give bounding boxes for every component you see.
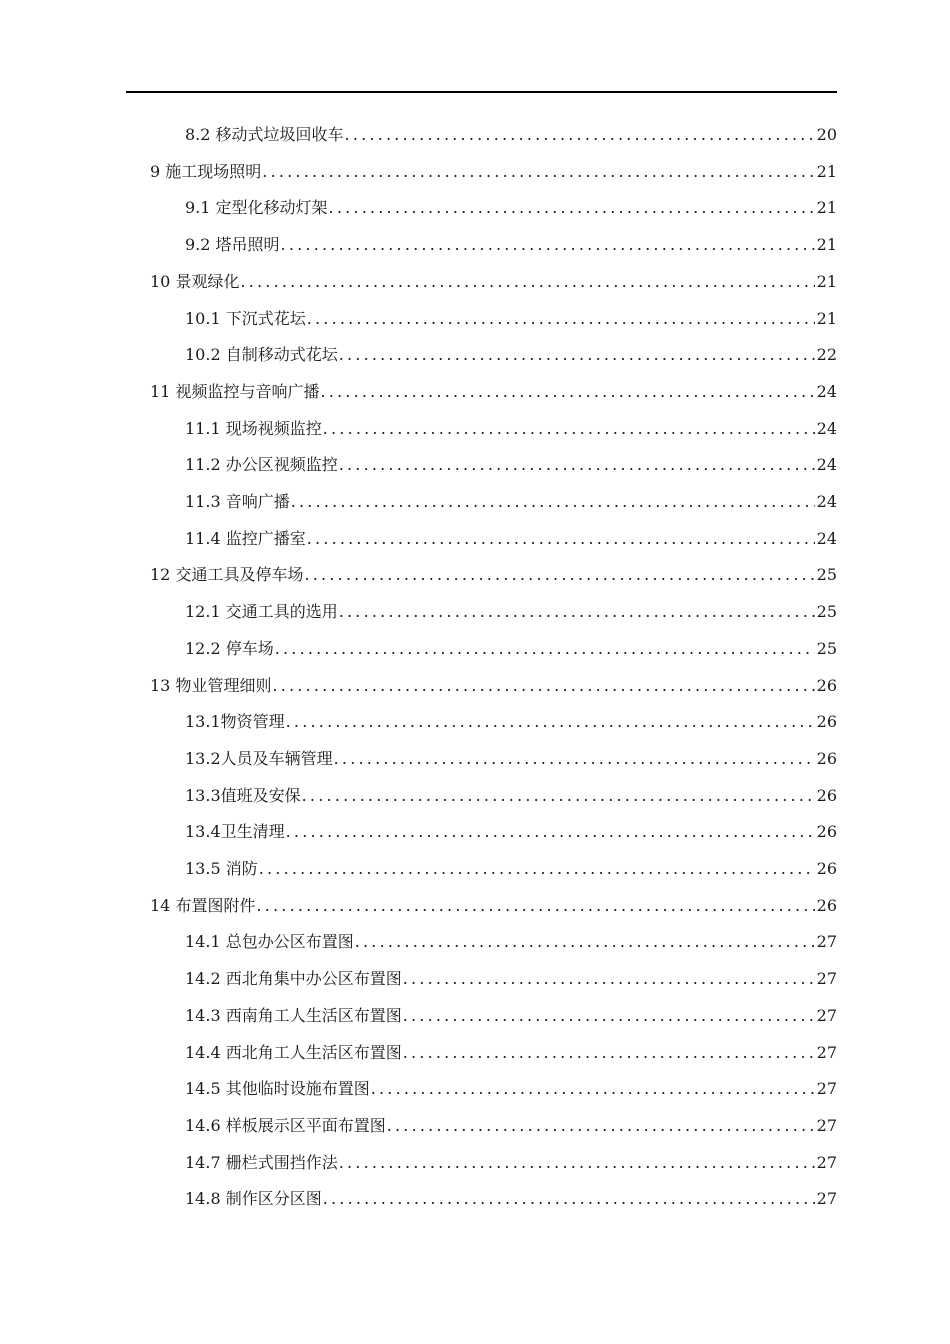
toc-dot-leader (339, 337, 815, 373)
toc-page-number: 27 (816, 1152, 837, 1172)
toc-page-number: 26 (816, 675, 837, 695)
toc-entry[interactable] (185, 1108, 837, 1144)
toc-entry[interactable] (185, 1035, 837, 1071)
toc-entry[interactable] (185, 337, 837, 373)
toc-entry[interactable] (185, 998, 837, 1034)
toc-entry-title: 11.3 音响广播 (185, 492, 290, 511)
toc-entry[interactable] (185, 447, 837, 483)
toc-entry[interactable] (185, 704, 837, 740)
toc-entry[interactable] (185, 631, 837, 667)
toc-dot-leader (304, 557, 814, 593)
toc-entry-title: 14.2 西北角集中办公区布置图 (185, 969, 402, 989)
toc-entry-title: 13.2人员及车辆管理 (185, 748, 333, 768)
toc-page-number: 21 (816, 198, 837, 218)
toc-page-number: 25 (816, 565, 837, 585)
toc-entry[interactable] (150, 888, 837, 924)
toc-dot-leader (259, 851, 815, 887)
toc-entry[interactable] (185, 1071, 837, 1107)
toc-dot-leader (345, 117, 815, 153)
toc-dot-leader (403, 1035, 815, 1071)
toc-dot-leader (339, 1145, 815, 1181)
toc-dot-leader (323, 411, 815, 447)
toc-entry-title: 13 物业管理细则 (150, 675, 272, 695)
toc-page-number: 27 (816, 1115, 837, 1135)
toc-entry-title: 14.5 其他临时设施布置图 (185, 1079, 370, 1099)
toc-entry[interactable] (185, 924, 837, 960)
toc-entry-title: 11.1 现场视频监控 (185, 418, 322, 438)
toc-entry[interactable] (185, 851, 837, 887)
toc-entry-title: 13.1物资管理 (185, 712, 285, 732)
toc-entry[interactable] (185, 190, 837, 226)
toc-entry[interactable] (150, 264, 837, 300)
toc-entry[interactable] (185, 961, 837, 997)
toc-dot-leader (403, 998, 815, 1034)
toc-entry-title: 12 交通工具及停车场 (150, 565, 304, 585)
toc-entry[interactable] (185, 521, 837, 557)
toc-entry[interactable] (185, 814, 837, 850)
toc-entry-title: 14.4 西北角工人生活区布置图 (185, 1042, 402, 1062)
toc-dot-leader (291, 484, 815, 520)
toc-entry-title: 14.8 制作区分区图 (185, 1189, 322, 1209)
toc-entry-title: 14.1 总包办公区布置图 (185, 932, 354, 952)
toc-entry-title: 10.1 下沉式花坛 (185, 308, 306, 328)
toc-entry-title: 9.2 塔吊照明 (185, 235, 280, 255)
toc-page-number: 21 (816, 235, 837, 255)
toc-entry-title: 13.4卫生清理 (185, 822, 285, 842)
toc-entry[interactable] (185, 301, 837, 337)
toc-entry-title: 9.1 定型化移动灯架 (185, 198, 328, 218)
toc-dot-leader (387, 1108, 815, 1144)
toc-dot-leader (323, 1181, 815, 1217)
toc-entry[interactable] (185, 1145, 837, 1181)
toc-entry-title: 11.4 监控广播室 (185, 528, 306, 548)
toc-page-number: 26 (816, 895, 837, 915)
toc-entry[interactable] (185, 1181, 837, 1217)
toc-entry-title: 12.1 交通工具的选用 (185, 602, 338, 622)
toc-entry-title: 14.3 西南角工人生活区布置图 (185, 1005, 402, 1025)
toc-entry[interactable] (185, 741, 837, 777)
toc-dot-leader (240, 264, 814, 300)
header-rule (126, 91, 837, 93)
toc-entry[interactable] (150, 557, 837, 593)
toc-page-number: 27 (816, 1189, 837, 1209)
toc-dot-leader (339, 594, 815, 630)
toc-dot-leader (307, 521, 815, 557)
toc-entry-title: 8.2 移动式垃圾回收车 (185, 125, 344, 144)
toc-dot-leader (329, 190, 815, 226)
toc-entry[interactable] (150, 154, 837, 190)
toc-page-number: 27 (816, 932, 837, 952)
toc-page-number: 21 (816, 271, 837, 291)
toc-entry-title: 14.7 栅栏式围挡作法 (185, 1152, 338, 1172)
toc-entry-title: 13.5 消防 (185, 859, 258, 878)
toc-dot-leader (262, 154, 814, 190)
toc-dot-leader (403, 961, 815, 997)
toc-page-number: 27 (816, 1079, 837, 1099)
toc-page-number: 24 (816, 381, 837, 401)
toc-dot-leader (339, 447, 815, 483)
toc-entry-title: 14 布置图附件 (150, 895, 256, 915)
toc-dot-leader (286, 704, 815, 740)
toc-page-number: 26 (816, 748, 837, 768)
toc-page-number: 26 (816, 822, 837, 842)
toc-dot-leader (256, 888, 814, 924)
toc-page-number: 24 (816, 455, 837, 475)
toc-page-number: 24 (816, 418, 837, 438)
toc-page-number: 21 (816, 161, 837, 181)
toc-dot-leader (334, 741, 815, 777)
toc-page-number: 26 (816, 785, 837, 805)
toc-entry-title: 10.2 自制移动式花坛 (185, 345, 338, 365)
toc-page-number: 26 (816, 712, 837, 732)
toc-page-number: 22 (816, 345, 837, 365)
toc-page-number: 24 (816, 528, 837, 548)
toc-entry-title: 10 景观绿化 (150, 271, 240, 291)
toc-page-number: 21 (816, 308, 837, 328)
toc-dot-leader (307, 301, 815, 337)
toc-entry[interactable] (150, 374, 837, 410)
toc-dot-leader (275, 631, 815, 667)
toc-page-number: 27 (816, 969, 837, 989)
toc-page-number: 24 (816, 492, 837, 511)
toc-dot-leader (272, 668, 814, 704)
toc-page-number: 27 (816, 1005, 837, 1025)
toc-entry[interactable] (185, 594, 837, 630)
toc-page-number: 25 (816, 602, 837, 622)
toc-entry[interactable] (185, 778, 837, 814)
toc-dot-leader (320, 374, 814, 410)
toc-entry[interactable] (185, 117, 837, 153)
toc-entry-title: 12.2 停车场 (185, 638, 274, 658)
toc-page-number: 27 (816, 1042, 837, 1062)
toc-page-number: 20 (816, 125, 837, 144)
toc-entry[interactable] (185, 411, 837, 447)
toc-entry-title: 11 视频监控与音响广播 (150, 381, 320, 401)
toc-dot-leader (286, 814, 815, 850)
toc-dot-leader (371, 1071, 815, 1107)
toc-page-number: 26 (816, 859, 837, 878)
toc-entry[interactable] (185, 484, 837, 520)
toc-page-number: 25 (816, 638, 837, 658)
toc-entry[interactable] (185, 227, 837, 263)
toc-entry-title: 13.3值班及安保 (185, 785, 301, 805)
toc-entry[interactable] (150, 668, 837, 704)
toc-entry-title: 14.6 样板展示区平面布置图 (185, 1115, 386, 1135)
toc-dot-leader (355, 924, 815, 960)
toc-dot-leader (302, 778, 815, 814)
toc-dot-leader (281, 227, 815, 263)
toc-entry-title: 9 施工现场照明 (150, 161, 262, 181)
toc-entry-title: 11.2 办公区视频监控 (185, 455, 338, 475)
